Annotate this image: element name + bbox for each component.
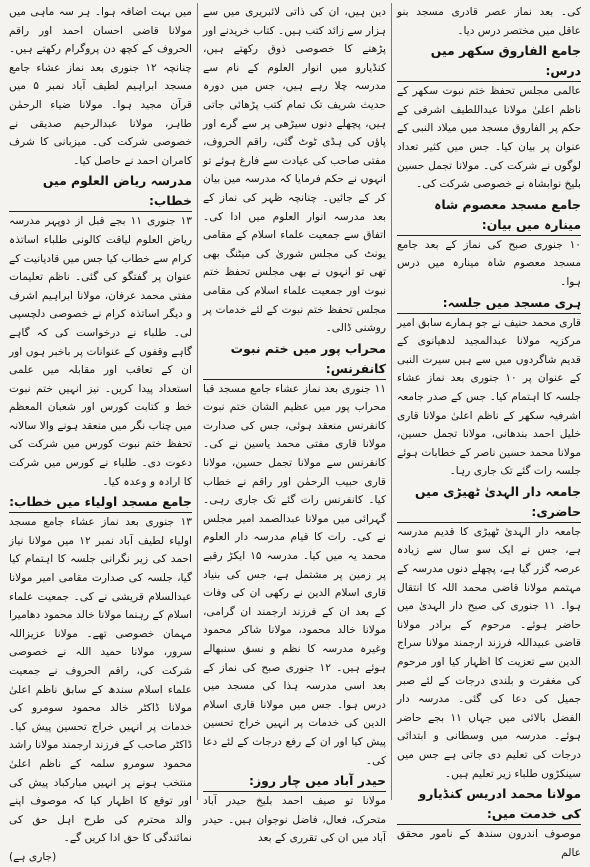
article-paragraph: ۱۱ جنوری بعد نماز عشاء جامع مسجد قبا محراب پور میں عظیم الشان ختم نبوت کانفرنس منعقد ہوئی، جس کی صدارت مولانا قاری مفتی محمد یاسین نے کی۔ کانفرنس سے مولانا تجمل حسین، مولانا قاری حبیب الرحمٰن اور راقم نے خطاب کیا۔ کانفرنس رات گئے تک جاری رہی۔ گہرائی میں مولانا عبدالصمد امیر مجلس نے کی۔ رات کا قیام مدرسہ دار العلوم محمد یہ میں کیا۔ مدرسہ ۱۵ ایکڑ رقبے پر زمین پر مشتمل ہے، جس کی بنیاد قاری اسلام الدین نے رکھی ان کی وفات کے بعد ان کے فرزند ارجمند ان گرامی، مولانا خالد محمود، مولانا شاکر محمود وغیرہ مدرسہ کا نظم و نسق سنبھالے ہوئے ہیں۔ ۱۲ جنوری صبح کی نماز کے بعد اسی مدرسہ ہذا کی مسجد میں درس ہوا۔ جس میں مولانا قاری اسلام الدین کی خدمات پر انہیں خراج تحسین پیش کیا اور ان کے رفع درجات کے لئے دعا کی۔	[203, 382, 386, 767]
article-paragraph: قاری محمد حنیف نے جو ہمارے سابق امیر مرکزیہ مولانا عبدالمجید لدھیانوی کے قدیم شاگردوں میں سے ہیں سیرت النبی کے عنوان پر ۱۰ جنوری بعد نماز عشاء جلسہ کا اہتمام کیا۔ جس کے صدر جامعہ اشرفیہ سکھر کے ناظم اعلیٰ مولانا قاری خلیل احمد بندھانی، مولانا تجمل حسین، مولانا محمد حسین ناصر کے خطابات ہوئے جلسہ رات گئے تک جاری رہا۔	[397, 316, 581, 478]
section-heading: محراب پور میں ختم نبوت کانفرنس:	[203, 339, 386, 380]
article-paragraph: عالمی مجلس تحفظ ختم نبوت سکھر کے ناظم اعلیٰ مولانا عبداللطیف اشرفی کے حکم پر الفاروق مسجد میں میلاد النبی کے عنوان پر بیان کیا۔ جس میں کثیر تعداد لوگوں نے شرکت کی۔ مولانا تجمل حسین بلیخ نوابشاہ نے خصوصی شرکت کی۔	[397, 85, 581, 191]
article-paragraph: موصوف اندرون سندھ کے نامور محقق عالم	[397, 828, 581, 859]
article-paragraph: کی۔ بعد نماز عصر قادری مسجد بنو عاقل میں مختصر درس دیا۔	[397, 6, 581, 37]
continued-note: (جاری ہے)	[9, 850, 57, 863]
column-left	[4, 3, 198, 863]
section-heading: جامع مسجد معصوم شاہ مینارہ میں بیان:	[397, 195, 581, 236]
section-heading: جامعہ دار الہدیٰ ٹھیڑی میں حاضری:	[397, 482, 581, 523]
article-paragraph: ۱۳ جنوری ۱۱ بجے قبل از دوپہر مدرسہ ریاض العلوم لیاقت کالونی طلباء اساتذہ کرام سے خطاب کیا جس میں قادیانیت کے عنوان پر گفتگو کی گئی۔ ناظم تعلیمات مفتی محمد عرفان، مولانا ابراہیم اشرف و دیگر اساتذہ کرام نے خصوصی دلچسپی لی۔ طلباء نے درخواست کی کہ گاہے گاہے وقفوں کے عنوانات پر باخبر ہوں اور ان کے تعاقب اور مقابلہ میں علمی استعداد پیدا کریں۔ نیز انہیں ختم نبوت خط و کتابت کورس اور شعبان المعظم میں چناب نگر میں منعقد ہونے والا سالانہ تحفظ ختم نبوت کورس میں شرکت کی دعوت دی۔ طلباء نے کورس میں شرکت کا ارادہ و وعدہ کیا۔	[9, 215, 192, 488]
section-heading: جامع الفاروق سکھر میں درس:	[397, 41, 581, 82]
article-paragraph: دین ہیں، ان کی ذاتی لائبریری میں سے ہزار سے زائد کتب ہیں۔ کتاب خریدنے اور پڑھنے کا خصوصی ذوق رکھتے ہیں، کنڈیارو میں انوار العلوم کے نام سے مدرسہ چلا رہے ہیں، جس میں دورہ حدیث شریف تک تمام کتب پڑھائی جاتی ہیں، پچھلے دنوں سیڑھی پر سے گرے اور پاؤں کی ہڈی ٹوٹ گئی، راقم الحروف، مفتی صاحب کی عیادت سے فارغ ہوئے تو انہوں نے حکم فرمایا کہ مدرسہ میں بیان کر کے جائیں۔ چنانچہ ظہر کی نماز کے بعد مدرسہ انوار العلوم میں ادا کی۔ اتفاق سے جمعیت علماء اسلام کے مقامی یونٹ کی مجلس شوریٰ کی میٹنگ بھی تھی تو انہوں نے بھی مجلس تحفظ ختم نبوت اور جمعیت علماء اسلام کی مقامی مجلس تحفظ ختم نبوت کے لئے خدمات پر روشنی ڈالی۔	[203, 6, 386, 335]
section-heading: مدرسہ ریاض العلوم میں خطاب:	[9, 171, 192, 212]
article-paragraph: میں بہت اضافہ ہوا۔ ہر سہ ماہی میں مولانا قاضی احسان احمد اور راقم الحروف کے کچھ دن پروگرام رکھتے ہیں۔ چنانچہ ۱۲ جنوری بعد نماز عشاء جامع مسجد ابراہیم لطیف آباد نمبر ۵ میں قرآن مجید ہوا۔ مولانا ضیاء الرحمٰن طاہر، مولانا عبدالرحیم صدیقی نے خصوصی شرکت کی۔ میزبانی کا شرف کامران احمد نے حاصل کیا۔	[9, 6, 192, 167]
article-paragraph: ۱۳ جنوری بعد نماز عشاء جامع مسجد اولیاء لطیف آباد نمبر ۱۲ میں مولانا نیاز احمد کی زیر نگرانی جلسہ کا اہتمام کیا گیا، جلسہ کی صدارت مقامی امیر مولانا عبدالسلام قریشی نے کی۔ جمعیت علماء اسلام کے رہنما مولانا خالد محمود دھامیرا مہمان خصوصی تھے۔ مولانا عزیزاللہ سرور، مولانا حمید اللہ نے خصوصی شرکت کی، راقم الحروف نے جمعیت علماء اسلام سندھ کے سابق ناظم اعلیٰ مولانا ڈاکٹر خالد محمود سومرو کی خدمات پر انہیں خراج تحسین پیش کیا۔ ڈاکٹر صاحب کے فرزند ارجمند مولانا راشد محمود سومرو سلمہ کے ناظم اعلیٰ منتخب ہونے پر انہیں مبارکباد پیش کی اور توقع کا اظہار کیا کہ موصوف اپنے والد محترم کی طرح اہل حق کی نمائندگی کا حق ادا کریں گے۔	[9, 516, 192, 845]
article-paragraph: جامعہ دار الہدیٰ ٹھیڑی کا قدیم مدرسہ ہے، جس نے ایک سو سال سے زیادہ عرصہ گزر گیا ہے، پچھلے دنوں مدرسہ کے مہتمم مولانا قاضی محمد اللہ کا انتقال ہوا۔ ۱۱ جنوری کی صبح دار الہدیٰ میں حاضر ہوئے۔ مرحوم کے برادر مولانا قاضی عبیداللہ فرزند ارجمند مولانا سراج الدین سے تعزیت کا اظہار کیا اور مرحوم کی مغفرت و بلندی درجات کے لئے صبر جمیل کی دعا کی گئی۔ مدرسہ دار الفضل بالائی میں جہاں ۱۱ بجے حاضر ہوئے۔ مدرسہ میں وسطانی و ابتدائی درجات کی تعلیم دی جاتی ہے جس میں سینکڑوں طلباء زیر تعلیم ہیں۔	[397, 525, 581, 780]
article-paragraph: ۱۰ جنوری صبح کی نماز کے بعد جامع مسجد معصوم شاہ مینارہ میں درس ہوا۔	[397, 238, 581, 288]
section-heading: جامع مسجد اولیاء میں خطاب:	[9, 492, 192, 513]
column-middle	[198, 3, 392, 845]
column-right	[392, 3, 586, 859]
section-heading: مولانا محمد ادریس کنڈیارو کی خدمت میں:	[397, 784, 581, 825]
section-heading: ہری مسجد میں جلسہ:	[397, 293, 581, 314]
article-paragraph: مولانا تو صیف احمد بلیخ حیدر آباد متحرک، فعال، فاضل نوجوان ہیں۔ حیدر آباد میں ان کی تقرری کے بعد	[203, 795, 386, 845]
section-heading: حیدر آباد میں چار روز:	[203, 771, 386, 792]
